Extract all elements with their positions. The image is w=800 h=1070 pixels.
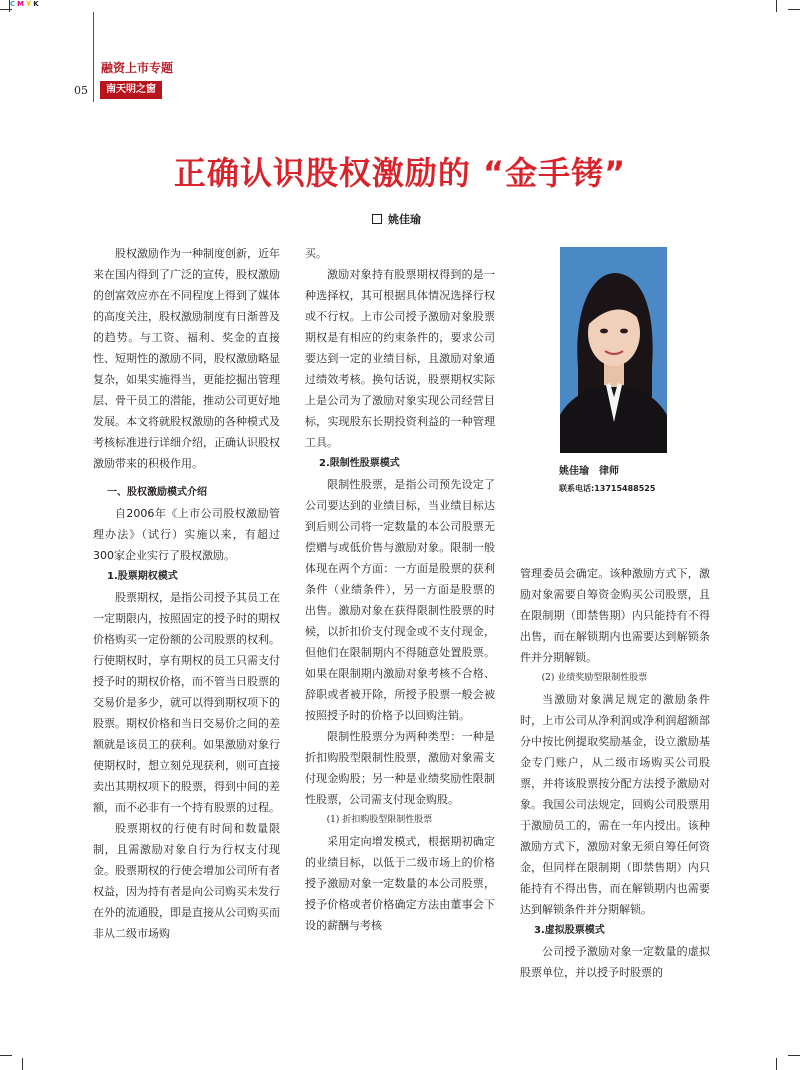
paragraph: 自2006年《上市公司股权激励管理办法》（试行）实施以来，有超过300家企业实行了股权激励。 — [93, 507, 280, 562]
sub-subsection-heading: (2) 业绩奖励型限制性股票 — [541, 673, 648, 683]
paragraph: 股权激励作为一种制度创新，近年来在国内得到了广泛的宣传，股权激励的创富效应亦在不同程度上得到了媒体的高度关注，股权激励制度有日渐普及的趋势。与工资、福利、奖金的直接性、短期性的激励不同，股权激励略显复杂，如果实施得当，更能挖掘出管理层、骨干员工的潜能，推动公司更好地发展。本文将就股权激励的各种模式及考核标准进行详细介绍，正确认识股权激励带来的积极作用。 — [93, 247, 280, 470]
body-column-3 — [520, 563, 710, 983]
crop-mark — [0, 1055, 12, 1056]
portrait-illustration — [560, 247, 667, 453]
paragraph: 限制性股票分为两种类型：一种是折扣购股型限制性股票，激励对象需支付现金购股；另一种是业绩奖励性限制性股票，公司需支付现金购股。 — [305, 730, 495, 806]
paragraph: 采用定向增发模式，根据期初确定的业绩目标，以低于二级市场上的价格授予激励对象一定数量的本公司股票，授予价格或者价格确定方法由董事会下设的薪酬与考核 — [305, 835, 495, 932]
paragraph: 股票期权，是指公司授予其员工在一定期限内，按照固定的授予时的期权价格购买一定份额的公司股票的权利。行使期权时，享有期权的员工只需支付授予时的期权价格，而不管当日股票的交易价是多少，就可以得到期权项下的股票。期权价格和当日交易价之间的差额就是该员工的获利。如果激励对象行使期权时，想立刻兑现获利，则可直接卖出其期权项下的股票，得到中间的差额，而不必非有一个持有股票的过程。 — [93, 591, 280, 814]
crop-mark — [788, 9, 800, 10]
section-heading: 融资上市专题 — [101, 61, 174, 75]
crop-mark — [22, 1058, 23, 1070]
column-tag: 南天明之窗 — [100, 81, 162, 99]
paragraph: 管理委员会确定。该种激励方式下，激励对象需要自筹资金购买公司股票，且在限制期（即禁售期）内只能持有不得出售，而在解锁期内也需要达到解锁条件并分期解锁。 — [520, 567, 710, 664]
header-rule — [93, 12, 94, 102]
cmyk-registration-mark: CMYK — [10, 0, 41, 8]
page-number: 05 — [74, 84, 88, 97]
paragraph: 当激励对象满足规定的激励条件时，上市公司从净利润或净利润超额部分中按比例提取奖励基金，设立激励基金专门账户，从二级市场购买公司股票，并将该股票按分配方法授予激励对象。我国公司法规定，回购公司股票用于激励员工的，需在一年内授出。该种激励方式下，激励对象无须自筹任何资金，但同样在限制期（即禁售期）内只能持有不得出售，而在解锁期内也需要达到解锁条件并分期解锁。 — [520, 693, 710, 916]
article-title: 正确认识股权激励的 “金手铐” — [173, 154, 627, 192]
crop-mark — [788, 1055, 800, 1056]
body-column-2 — [305, 243, 495, 936]
paragraph: 公司授予激励对象一定数量的虚拟股票单位，并以授予时股票的 — [520, 945, 710, 979]
body-column-1 — [93, 243, 280, 944]
paragraph: 买。 — [305, 247, 327, 260]
square-bullet-icon — [372, 214, 382, 224]
section-heading-1: 一、股权激励模式介绍 — [107, 487, 207, 498]
crop-mark — [0, 9, 12, 10]
crop-mark — [776, 1058, 777, 1070]
sub-subsection-heading: (1) 折扣购股型限制性股票 — [326, 815, 433, 825]
subsection-heading: 2.限制性股票模式 — [319, 458, 400, 469]
paragraph: 限制性股票，是指公司预先设定了公司要达到的业绩目标，当业绩目标达到后则公司将一定数量的本公司股票无偿赠与或低价售与激励对象。限制一般体现在两个方面：一方面是股票的获利条件（业绩条件），另一方面是股票的出售。激励对象在获得限制性股票的时候，以折扣价支付现金或不支付现金，但他们在限制期内不得随意处置股票。如果在限制期内激励对象考核不合格、辞职或者被开除，所授予股票一般会被按照授予时的价格予以回购注销。 — [305, 478, 495, 722]
paragraph: 股票期权的行使有时间和数量限制，且需激励对象自行为行权支付现金。股票期权的行使会增加公司所有者权益，因为持有者是向公司购买未发行在外的流通股，即是直接从公司购买而非从二级市场购 — [93, 822, 280, 940]
photo-caption-name: 姚佳瑜 律师 — [559, 466, 619, 477]
subsection-heading: 1.股票期权模式 — [107, 571, 178, 582]
crop-mark — [776, 0, 777, 12]
subsection-heading: 3.虚拟股票模式 — [534, 925, 605, 936]
paragraph: 激励对象持有股票期权得到的是一种选择权，其可根据具体情况选择行权或不行权。上市公司授予激励对象股票期权是有相应的约束条件的，要求公司要达到一定的业绩目标，且激励对象通过绩效考核。换句话说，股票期权实际上是公司为了激励对象实现公司经营目标，实现股东长期投资利益的一种管理工具。 — [305, 268, 495, 449]
article-author — [372, 211, 421, 227]
author-photo — [560, 247, 667, 453]
author-name: 姚佳瑜 — [388, 213, 421, 226]
photo-caption-phone: 联系电话:13715488525 — [559, 484, 656, 493]
